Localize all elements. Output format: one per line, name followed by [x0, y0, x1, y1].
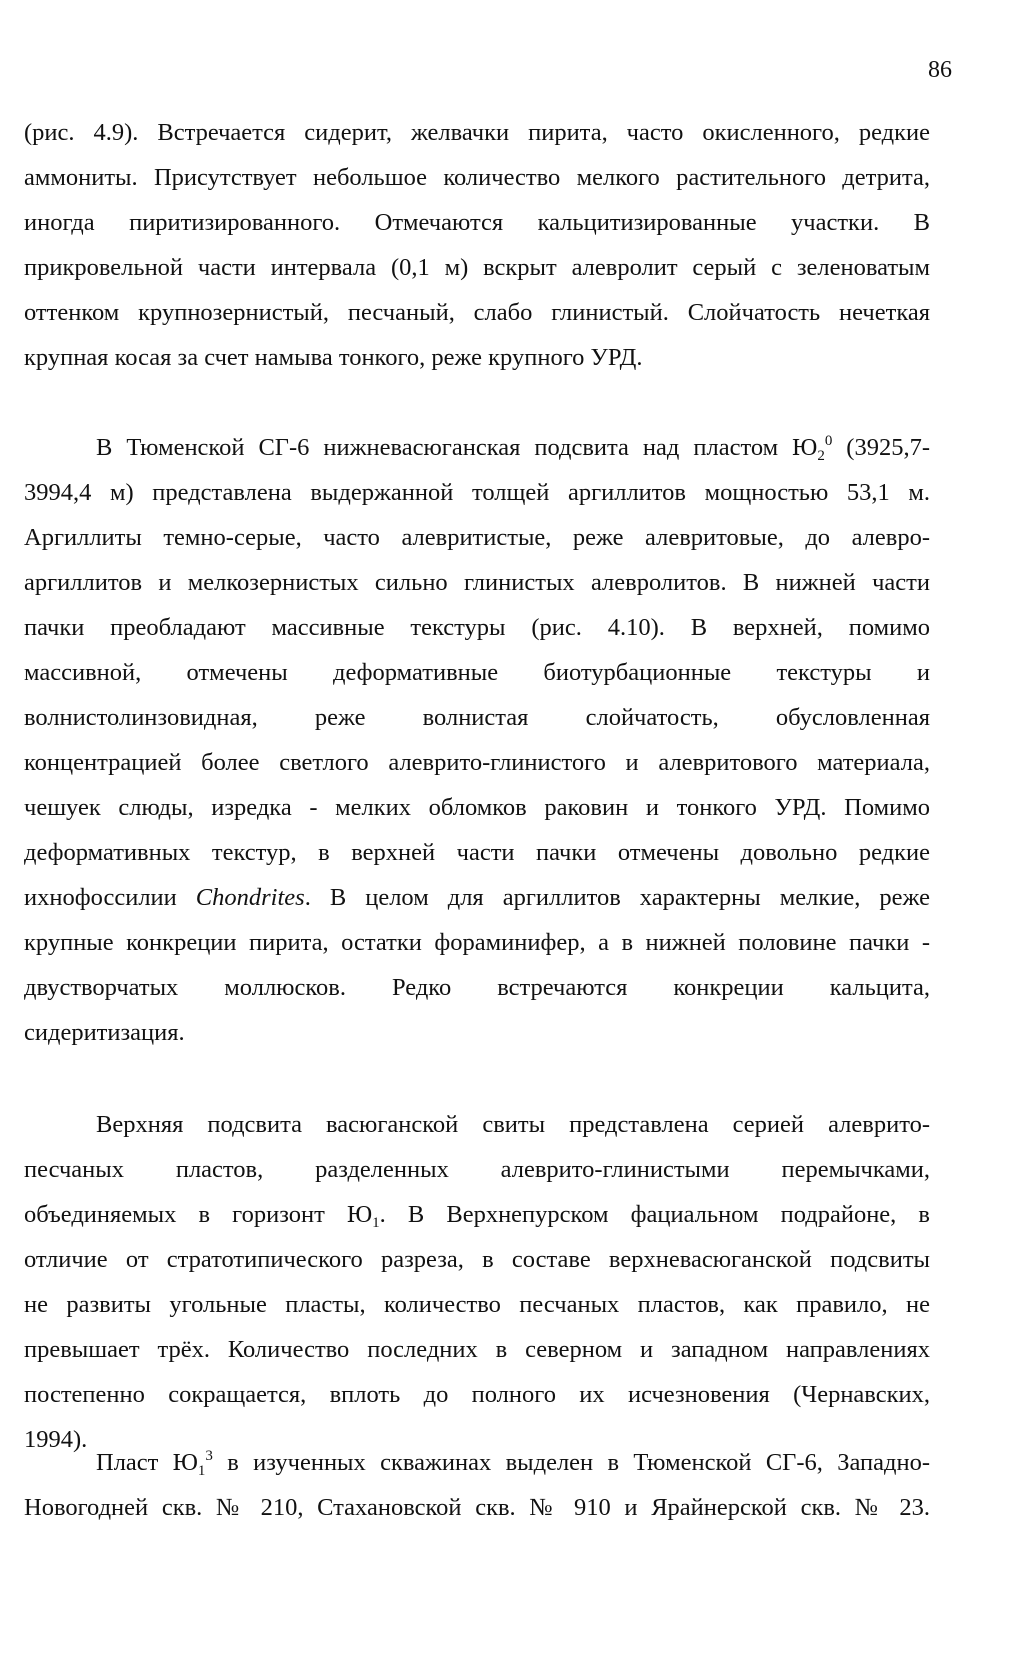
text-line: крупная косая за счет намыва тонкого, реже крупного УРД.	[24, 344, 643, 371]
text-line: отличие от стратотипического разреза, в составе верхневасюганской подсвиты	[24, 1246, 930, 1273]
text-segment: объединяемых в горизонт Ю	[24, 1201, 373, 1228]
text-line: превышает трёх. Количество последних в северном и западном направлениях	[24, 1336, 930, 1363]
text-line	[24, 875, 930, 920]
text-line: массивной, отмечены деформативные биотурбационные текстуры и	[24, 659, 930, 686]
text-line: не развиты угольные пласты, количество песчаных пластов, как правило, не	[24, 1291, 930, 1318]
paragraph-2	[24, 425, 930, 1055]
text-line: постепенно сокращается, вплоть до полного их исчезновения (Чернавских,	[24, 1381, 930, 1408]
page-number: 86	[928, 57, 952, 83]
paragraph-3	[24, 1102, 930, 1462]
text-line: сидеритизация.	[24, 1019, 185, 1046]
text-segment: . В Верхнепурском фациальном подрайоне, в	[379, 1201, 930, 1228]
superscript: 3	[205, 1448, 213, 1464]
subscript: 2	[817, 448, 825, 464]
text-segment: Пласт Ю	[96, 1449, 198, 1476]
text-segment: . В целом для аргиллитов характерны мелкие, реже	[304, 884, 930, 911]
text-line: 1994).	[24, 1426, 88, 1453]
text-segment: (3925,7-	[832, 434, 931, 461]
text-line: Аргиллиты темно-серые, часто алевритистые, реже алевритовые, до алевро-	[24, 524, 930, 551]
text-line: песчаных пластов, разделенных алеврито-глинистыми перемычками,	[24, 1156, 930, 1183]
text-line: чешуек слюды, изредка - мелких обломков раковин и тонкого УРД. Помимо	[24, 794, 930, 821]
text-line: Новогодней скв. № 210, Стахановской скв. № 910 и Ярайнерской скв. № 23.	[24, 1494, 930, 1521]
text-segment: ихнофоссилии	[24, 884, 196, 911]
text-line: аргиллитов и мелкозернистых сильно глинистых алевролитов. В нижней части	[24, 569, 930, 596]
text-line: пачки преобладают массивные текстуры (рис. 4.10). В верхней, помимо	[24, 614, 930, 641]
text-line: прикровельной части интервала (0,1 м) вскрыт алевролит серый с зеленоватым	[24, 254, 930, 281]
text-line: волнистолинзовидная, реже волнистая слойчатость, обусловленная	[24, 704, 930, 731]
text-line: деформативных текстур, в верхней части пачки отмечены довольно редкие	[24, 839, 930, 866]
text-line	[24, 1440, 930, 1485]
text-segment: В Тюменской СГ-6 нижневасюганская подсвита над пластом Ю	[96, 434, 818, 461]
text-segment: в изученных скважинах выделен в Тюменской СГ-6, Западно-	[212, 1449, 930, 1476]
subscript: 1	[372, 1215, 380, 1231]
italic-term: Chondrites	[195, 884, 305, 911]
text-line: оттенком крупнозернистый, песчаный, слабо глинистый. Слойчатость нечеткая	[24, 299, 930, 326]
subscript: 1	[197, 1463, 206, 1479]
text-line: иногда пиритизированного. Отмечаются кальцитизированные участки. В	[24, 209, 930, 236]
text-line: аммониты. Присутствует небольшое количество мелкого растительного детрита,	[24, 164, 930, 191]
paragraph-4	[24, 1440, 930, 1530]
text-line: концентрацией более светлого алеврито-глинистого и алевритового материала,	[24, 749, 930, 776]
superscript: 0	[824, 433, 833, 449]
text-line: крупные конкреции пирита, остатки фораминифер, а в нижней половине пачки -	[24, 929, 930, 956]
text-line: 3994,4 м) представлена выдержанной толщей аргиллитов мощностью 53,1 м.	[24, 479, 930, 506]
text-line	[24, 425, 930, 470]
text-line: Верхняя подсвита васюганской свиты представлена серией алеврито-	[96, 1111, 930, 1138]
paragraph-1	[24, 110, 930, 380]
text-line	[24, 1192, 930, 1237]
text-line: двустворчатых моллюсков. Редко встречаются конкреции кальцита,	[24, 974, 930, 1001]
text-line: (рис. 4.9). Встречается сидерит, желвачки пирита, часто окисленного, редкие	[24, 119, 930, 146]
